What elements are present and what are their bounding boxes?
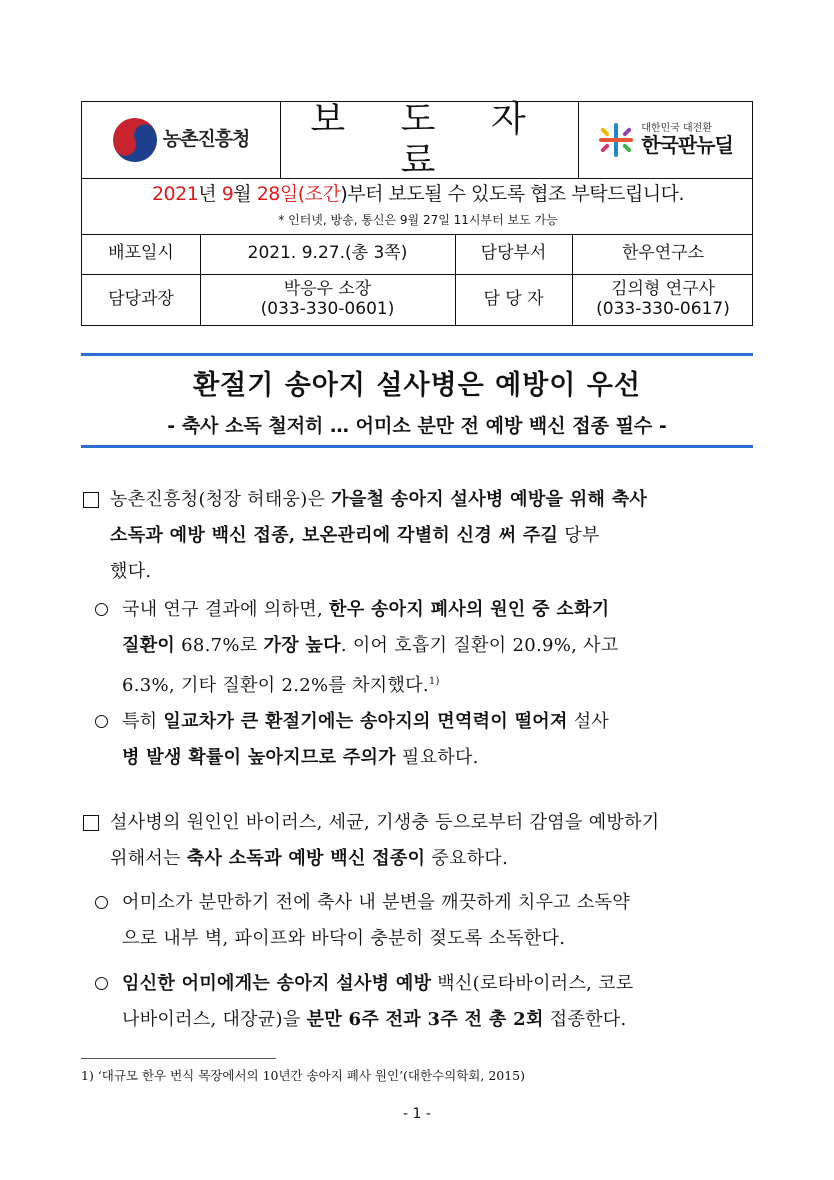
circle-bullet-icon <box>95 603 108 616</box>
embargo-note-cell <box>82 210 754 232</box>
headline-bottom-rule <box>81 445 753 448</box>
subheadline: - 축사 소독 철저히 … 어미소 분만 전 예방 백신 접종 필수 - <box>167 415 667 437</box>
circle-bullet-icon <box>95 977 108 990</box>
label-contact: 담 당 자 <box>483 289 544 310</box>
org-logo-text: 농촌진흥청 <box>162 128 250 151</box>
paragraph-1 <box>110 482 760 590</box>
paragraph-6 <box>122 966 758 1038</box>
contact-phone: (033-330-0617) <box>596 299 730 319</box>
text-bold: 질환이 <box>122 635 176 656</box>
text-bold: 가을철 송아지 설사병 예방을 위해 축사 <box>331 489 648 510</box>
text-bold: 소독과 예방 백신 접종, 보온관리에 각별히 신경 써 주길 <box>110 525 559 546</box>
embargo-day: 28 <box>256 183 280 206</box>
label-release-date: 배포일시 <box>108 243 174 264</box>
text: 6.3%, 기타 질환이 2.2%를 차지했다. <box>122 675 429 696</box>
text: 위해서는 <box>110 848 187 869</box>
embargo-notice <box>82 178 754 212</box>
value-manager <box>200 274 455 326</box>
title-cell <box>280 98 578 181</box>
square-bullet-icon <box>83 492 99 508</box>
text-bold: 축사 소독과 예방 백신 접종이 <box>186 848 426 869</box>
paragraph-3 <box>122 704 758 776</box>
text: 68.7%로 <box>175 635 264 656</box>
embargo-note: * 인터넷, 방송, 통신은 9월 27일 11시부터 보도 가능 <box>278 213 558 228</box>
text: 설사 <box>567 711 610 732</box>
text-bold: 분만 6주 전과 3주 전 총 2회 <box>306 1009 544 1030</box>
text: 어미소가 분만하기 전에 축사 내 분변을 깨끗하게 치우고 소독약 <box>122 892 631 913</box>
label-manager: 담당과장 <box>108 289 174 310</box>
embargo-text: 월 <box>233 183 257 206</box>
manager-phone: (033-330-0601) <box>260 299 395 319</box>
embargo-month: 9 <box>221 183 234 206</box>
footnote: 1) ‘대규모 한우 번식 목장에서의 10년간 송아지 폐사 원인’(대한수의학회, 2015) <box>81 1068 526 1083</box>
text: 농촌진흥청(청장 허태웅)은 <box>110 489 332 510</box>
headline-top-rule <box>81 353 753 356</box>
value-department: 한우연구소 <box>621 243 705 264</box>
document-title: 보 도 자 료 <box>310 98 548 181</box>
manager-name: 박응우 소장 <box>283 279 372 300</box>
value-contact <box>572 274 754 326</box>
value-release-date: 2021. 9.27.(총 3쪽) <box>247 243 408 264</box>
text: 접종한다. <box>543 1009 627 1030</box>
text: 했다. <box>110 561 152 582</box>
new-deal-title: 한국판뉴딜 <box>641 133 733 158</box>
paragraph-2 <box>122 592 758 704</box>
text: 설사병의 원인인 바이러스, 세균, 기생충 등으로부터 감염을 예방하기 <box>110 812 660 833</box>
new-deal-subtitle: 대한민국 대전환 <box>641 122 712 134</box>
paragraph-4 <box>110 805 760 877</box>
rda-logo <box>82 102 280 178</box>
headline: 환절기 송아지 설사병은 예방이 우선 <box>193 370 641 401</box>
text: 으로 내부 벽, 파이프와 바닥이 충분히 젖도록 소독한다. <box>122 928 566 949</box>
page-number: - 1 - <box>403 1106 431 1122</box>
text: 백신(로타바이러스, 코로 <box>431 973 634 994</box>
text: 나바이러스, 대장균)을 <box>122 1009 307 1030</box>
embargo-text: 일( <box>279 183 305 206</box>
text-bold: 가장 높다 <box>263 635 341 656</box>
footnote-rule <box>81 1058 276 1059</box>
text: . 이어 호흡기 질환이 20.9%, 사고 <box>340 635 619 656</box>
embargo-text: )부터 보도될 수 있도록 협조 부탁드립니다. <box>340 183 685 206</box>
text-bold: 한우 송아지 폐사의 원인 중 소화기 <box>329 599 610 620</box>
korean-new-deal-logo <box>578 102 754 178</box>
text: 특히 <box>122 711 164 732</box>
text-bold: 임신한 어미에게는 송아지 설사병 예방 <box>122 973 432 994</box>
text: 필요하다. <box>395 747 479 768</box>
taeguk-emblem-icon <box>113 118 157 162</box>
text: 중요하다. <box>425 848 509 869</box>
footnote-ref: 1) <box>428 676 440 687</box>
circle-bullet-icon <box>95 896 108 909</box>
circle-bullet-icon <box>95 715 108 728</box>
text: 당부 <box>558 525 600 546</box>
text-bold: 병 발생 확률이 높아지므로 주의가 <box>122 747 396 768</box>
press-release-header-table <box>81 98 753 326</box>
embargo-text: 년 <box>198 183 222 206</box>
text: 국내 연구 결과에 의하면, <box>122 599 329 620</box>
embargo-year: 2021 <box>151 183 199 206</box>
label-department: 담당부서 <box>480 243 547 264</box>
square-bullet-icon <box>83 815 99 831</box>
embargo-edition: 조간 <box>304 183 341 206</box>
paragraph-5 <box>122 885 758 957</box>
contact-name: 김의형 연구사 <box>611 279 715 300</box>
new-deal-mark-icon <box>599 123 633 157</box>
text-bold: 일교차가 큰 환절기에는 송아지의 면역력이 떨어져 <box>163 711 568 732</box>
